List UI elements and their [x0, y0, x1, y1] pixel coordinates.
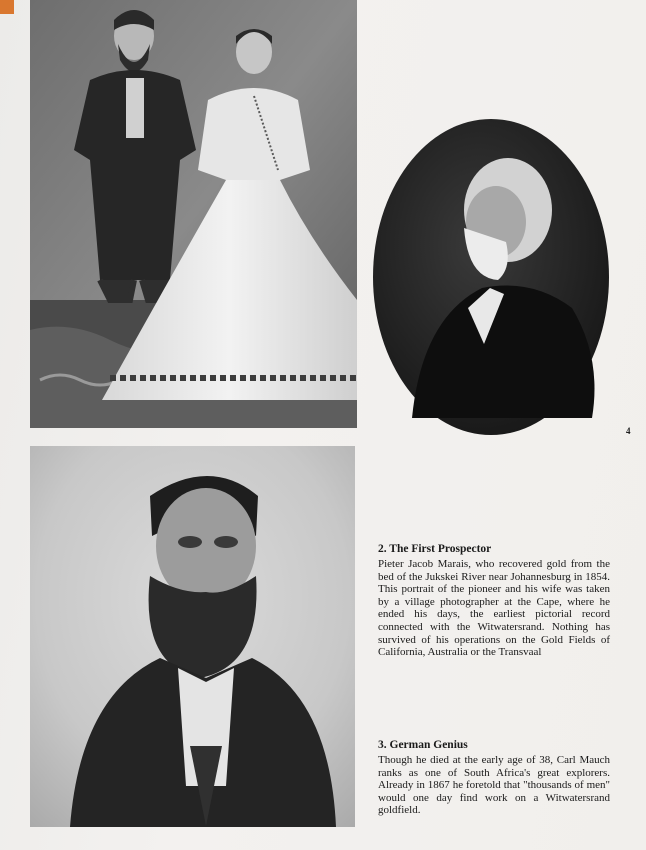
corner-tab — [0, 0, 14, 14]
bearded-man-portrait — [30, 446, 355, 827]
caption-first-prospector — [378, 542, 610, 659]
caption-body: Though he died at the early age of 38, Carl Mauch ranks as one of South Africa's great explorers. Already in 1867 he foretold that "thousands of men" would one day find work on a Witwatersrand goldfield. — [378, 754, 610, 817]
oval-elder-portrait — [372, 118, 610, 436]
caption-body: Pieter Jacob Marais, who recovered gold from the bed of the Jukskei River near Johannesburg in 1854. This portrait of the pioneer and his wife was taken by a village photographer at the Cape, where he ended his days, the earliest pictorial record connected with the Witwatersrand. Nothing has survived of his operations on the Gold Fields of California, Australia or the Transvaal — [378, 558, 610, 659]
caption-german-genius — [378, 738, 610, 817]
caption-title: 3. German Genius — [378, 739, 468, 751]
caption-title: 2. The First Prospector — [378, 543, 492, 555]
couple-photograph — [30, 0, 357, 428]
figure-number: 4 — [626, 426, 631, 436]
